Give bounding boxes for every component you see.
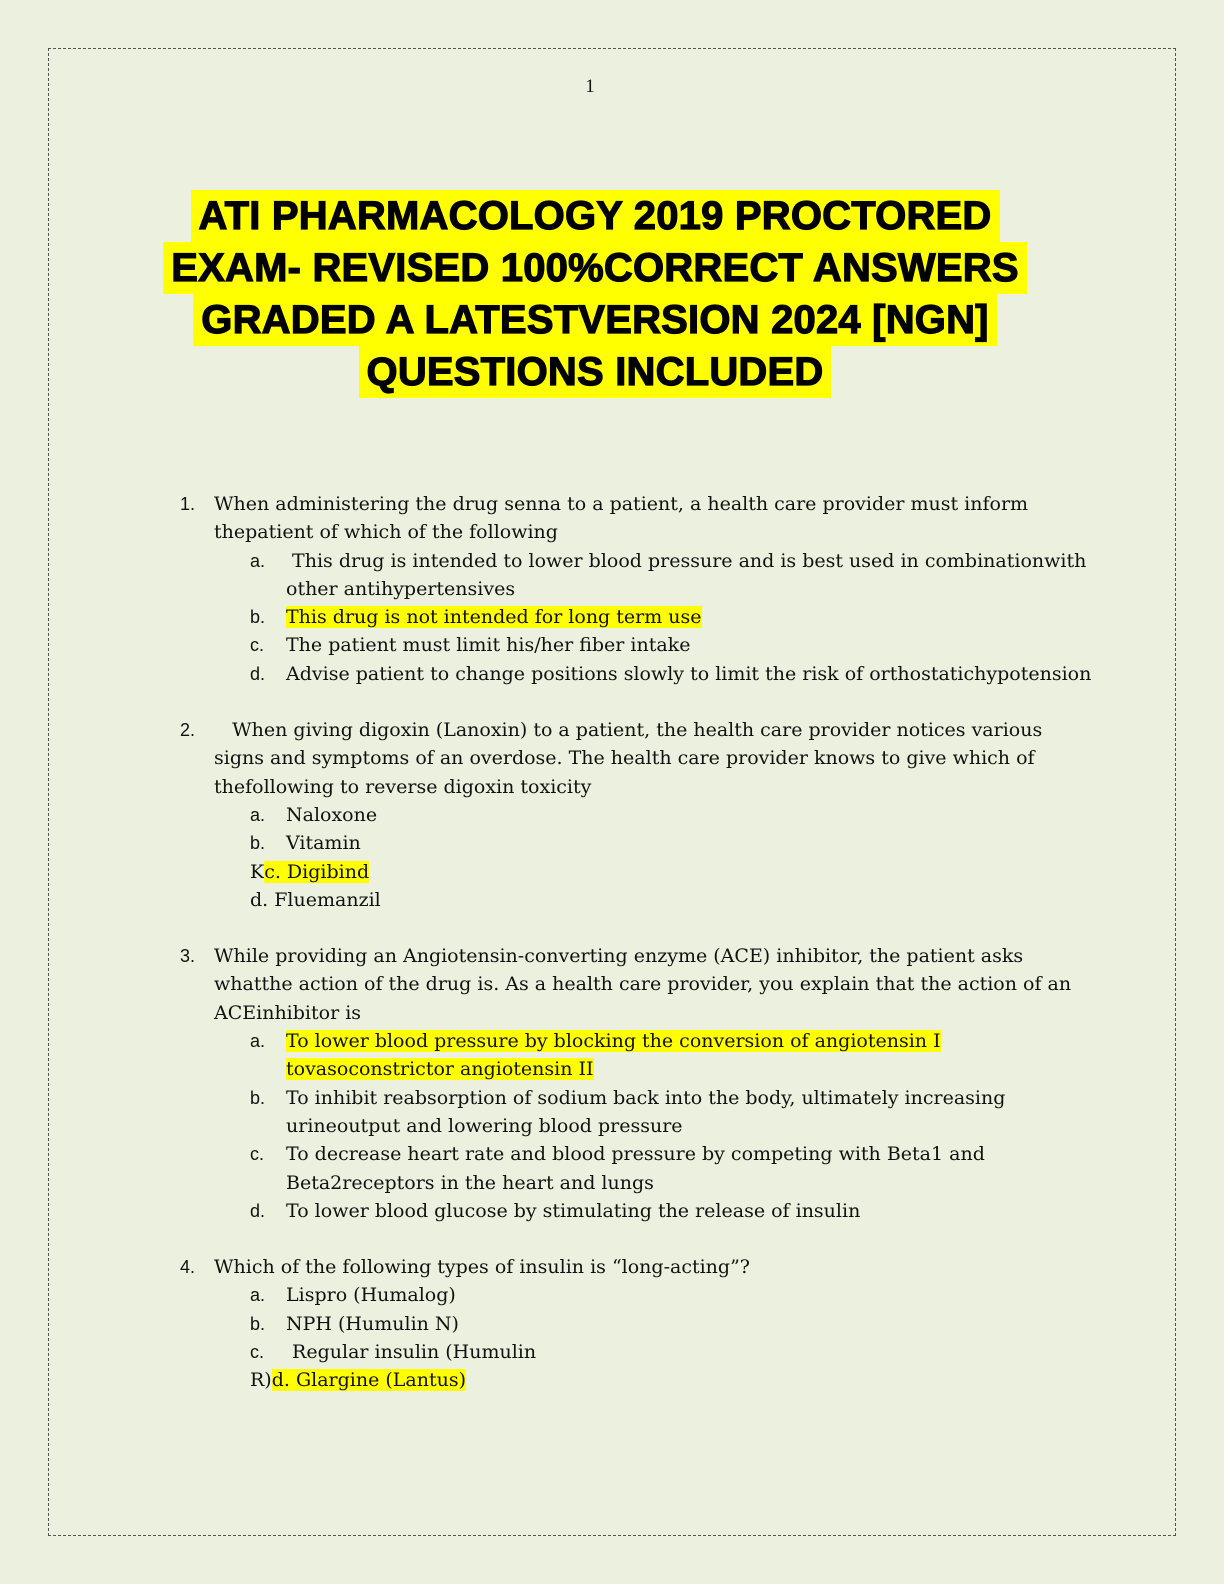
option-text-highlighted: This drug is not intended for long term use [286, 606, 702, 629]
answer-option-correct [176, 1366, 1096, 1394]
question-stem: When giving digoxin (Lanoxin) to a patient, the health care provider notices various signs and symptoms of an overdose. The health care provider knows to give which of thefollowing to reverse digoxin toxicity [214, 719, 1049, 798]
answer-option [176, 829, 1096, 857]
answer-option-correct [176, 1027, 1096, 1084]
title-line: QUESTIONS INCLUDED [359, 346, 832, 398]
option-letter: c. [250, 635, 265, 656]
question-number: 1. [180, 494, 196, 514]
option-text: Regular insulin (Humulin [286, 1341, 537, 1364]
option-letter: d. [250, 663, 266, 684]
answer-option [176, 886, 1096, 914]
option-letter: b. [250, 607, 266, 628]
title-line: ATI PHARMACOLOGY 2019 PROCTORED [191, 190, 1000, 242]
answer-option [176, 801, 1096, 829]
option-letter: c. [250, 1342, 265, 1363]
option-text: d. Fluemanzil [250, 888, 381, 911]
option-text: Advise patient to change positions slowly to limit the risk of orthostatichypotension [286, 662, 1092, 685]
stray-prefix: R) [250, 1369, 272, 1392]
option-letter: a. [250, 804, 266, 825]
answer-option [176, 660, 1096, 688]
answer-option [176, 1084, 1096, 1141]
title-line: GRADED A LATESTVERSION 2024 [NGN] [193, 294, 996, 346]
option-letter: a. [250, 550, 266, 571]
answer-option-correct [176, 603, 1096, 631]
answer-option [176, 1310, 1096, 1338]
answer-option [176, 1281, 1096, 1309]
option-text: NPH (Humulin N) [286, 1312, 459, 1335]
page-number: 1 [585, 76, 595, 97]
option-text-highlighted: c. Digibind [264, 860, 370, 883]
option-letter: b. [250, 1313, 266, 1334]
option-text: This drug is intended to lower blood pressure and is best used in combinationwith other antihypertensives [286, 549, 1093, 600]
option-text: Naloxone [286, 803, 378, 826]
stray-prefix: K [250, 860, 265, 883]
question-item [176, 490, 1096, 688]
title-line: EXAM- REVISED 100%CORRECT ANSWERS [163, 242, 1026, 294]
question-item [176, 942, 1096, 1225]
option-text: To decrease heart rate and blood pressure by competing with Beta1 and Beta2receptors in the heart and lungs [286, 1143, 985, 1194]
question-number: 4. [180, 1257, 196, 1278]
answer-option [176, 1197, 1096, 1225]
option-letter: b. [250, 833, 266, 854]
option-text: To lower blood glucose by stimulating the release of insulin [286, 1199, 861, 1222]
option-text-highlighted: d. Glargine (Lantus) [271, 1369, 467, 1392]
question-number: 2. [180, 720, 196, 741]
option-text: Lispro (Humalog) [286, 1284, 456, 1307]
question-item [176, 1253, 1096, 1394]
question-item [176, 716, 1096, 914]
question-stem: While providing an Angiotensin-converting enzyme (ACE) inhibitor, the patient asks whatthe action of the drug is. As a health care provider, you explain that the action of an ACEinhibitor is [214, 945, 1072, 1024]
option-letter: c. [250, 1144, 265, 1165]
option-text: Vitamin [286, 832, 361, 855]
question-number: 3. [180, 946, 196, 967]
option-letter: a. [250, 1031, 266, 1052]
option-text-highlighted: To lower blood pressure by blocking the conversion of angiotensin I tovasoconstrictor angiotensin II [286, 1030, 941, 1081]
option-letter: d. [250, 1200, 266, 1221]
document-title [0, 190, 1190, 398]
answer-option [176, 631, 1096, 659]
answer-option [176, 1140, 1096, 1197]
answer-option [176, 1338, 1096, 1366]
question-list [176, 490, 1096, 1423]
answer-option-correct [176, 858, 1096, 886]
question-stem: Which of the following types of insulin is “long-acting”? [214, 1256, 750, 1279]
answer-option [176, 547, 1096, 604]
option-letter: b. [250, 1087, 266, 1108]
option-letter: a. [250, 1285, 266, 1306]
question-stem: When administering the drug senna to a patient, a health care provider must inform thepatient of which of the following [214, 493, 1029, 544]
option-text: The patient must limit his/her fiber intake [286, 634, 691, 657]
option-text: To inhibit reabsorption of sodium back into the body, ultimately increasing urineoutput and lowering blood pressure [286, 1086, 1006, 1137]
